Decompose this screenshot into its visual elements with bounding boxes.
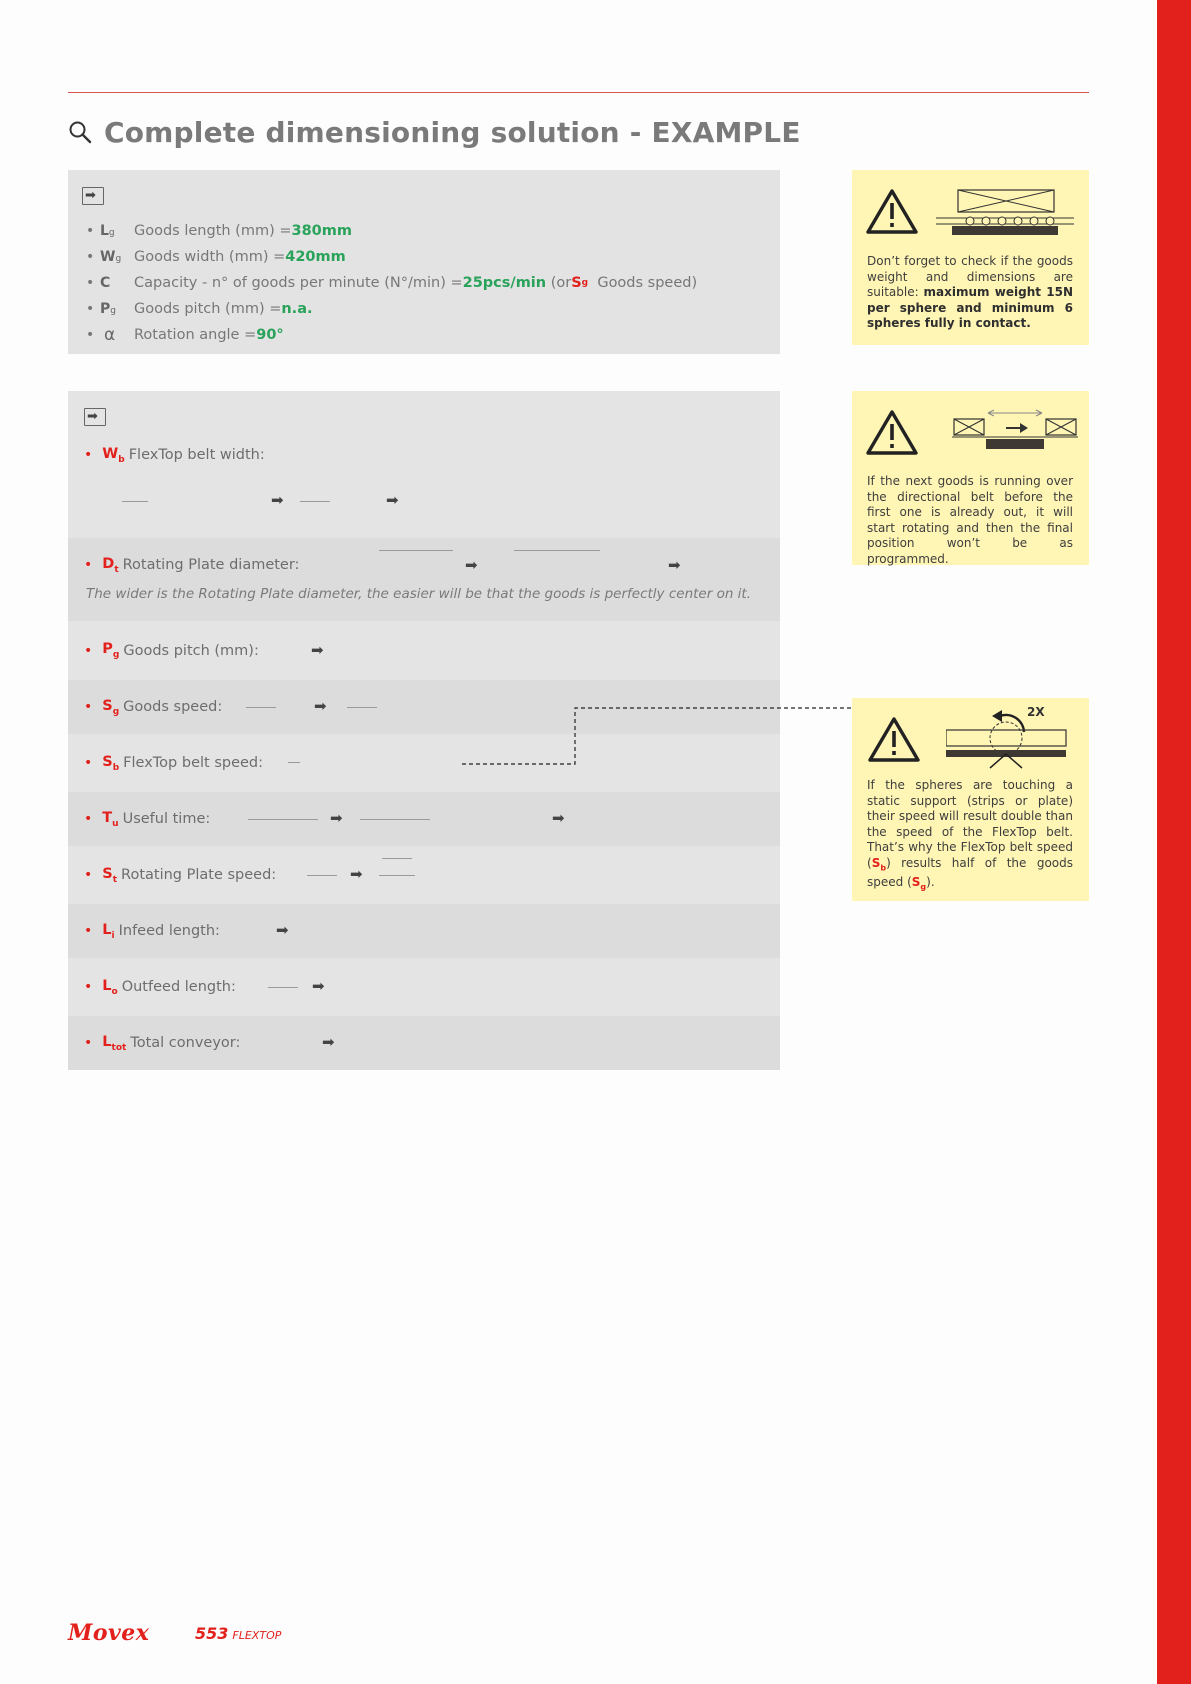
warning-icon [868, 716, 920, 762]
directional-belt-diagram [952, 409, 1078, 453]
calc-row-total-conveyor: • $L_{tot}$ Total conveyor: ➡ [68, 1016, 780, 1070]
arrow-icon: ➡ [271, 491, 284, 509]
brand-logo: Movex [68, 1620, 150, 1646]
calc-row-plate-speed: • $S_t$ Rotating Plate speed: ➡ [68, 846, 780, 904]
arrow-icon: ➡ [668, 556, 681, 574]
warning-text: Don’t forget to check if the goods weight and dimensions are suitable: maximum weight 15N per sphere and minimum 6 spheres fully in contact. [867, 254, 1073, 330]
calc-row-infeed-length: • $L_i$ Infeed length: ➡ [68, 904, 780, 958]
arrow-icon: ➡ [311, 641, 324, 659]
warning-text: If the spheres are touching a static support (strips or plate) their speed will result double than the speed of the FlexTop belt. That’s why the FlexTop belt speed $(S_b)$ results half of the goods speed $(S_g)$. [867, 778, 1073, 892]
input-arrow-icon: ➡ [82, 187, 104, 205]
calc-row-belt-speed: • $S_b$ FlexTop belt speed: [68, 734, 780, 792]
arrow-icon: ➡ [314, 697, 327, 715]
calc-row-goods-pitch: • $P_g$ Goods pitch (mm): ➡ [68, 621, 780, 680]
section-name: FLEXTOP [232, 1629, 282, 1642]
list-item: • Wg Goods width (mm) = 420mm [86, 249, 346, 265]
page-number: 553 [195, 1624, 229, 1643]
warning-icon [866, 188, 918, 234]
page-title: Complete dimensioning solution - EXAMPLE [104, 115, 801, 149]
warning-box-weight [852, 170, 1089, 345]
list-item: • C Capacity - n° of goods per minute (N°/min) = 25pcs/min (or S g Goods speed) [86, 275, 698, 291]
calc-row-belt-width: ➡ • $W_b$ FlexTop belt width: ➡ ➡ [68, 391, 780, 538]
goods-on-spheres-diagram [936, 188, 1074, 236]
warning-box-spacing [852, 391, 1089, 565]
list-item: • Pg Goods pitch (mm) = n.a. [86, 301, 313, 317]
arrow-icon: ➡ [465, 556, 478, 574]
arrow-icon: ➡ [312, 977, 325, 995]
sphere-speed-diagram [946, 708, 1074, 770]
warning-icon [866, 409, 918, 455]
calc-row-goods-speed: • $S_g$ Goods speed: ➡ [68, 680, 780, 734]
arrow-icon: ➡ [330, 809, 343, 827]
double-speed-badge: 2X [1027, 705, 1045, 719]
list-item: • Lg Goods length (mm) = 380mm [86, 223, 352, 239]
warning-box-speed [852, 698, 1089, 901]
output-arrow-icon: ➡ [84, 408, 106, 426]
arrow-icon: ➡ [350, 865, 363, 883]
calc-row-plate-diameter: • $D_t$ Rotating Plate diameter: ➡ ➡ The wider is the Rotating Plate diameter, the easier will be that the goods is perfectly center on it. [68, 538, 780, 621]
arrow-icon: ➡ [386, 491, 399, 509]
list-item: • α Rotation angle = 90° [86, 325, 284, 345]
arrow-icon: ➡ [552, 809, 565, 827]
warning-text: If the next goods is running over the directional belt before the first one is already out, it will start rotating and then the final position won’t be as programmed. [867, 474, 1073, 566]
calc-row-outfeed-length: • $L_o$ Outfeed length: ➡ [68, 958, 780, 1016]
arrow-icon: ➡ [322, 1033, 335, 1051]
calc-row-useful-time: • $T_u$ Useful time: ➡ ➡ [68, 792, 780, 846]
arrow-icon: ➡ [276, 921, 289, 939]
page-footer [195, 1624, 281, 1643]
